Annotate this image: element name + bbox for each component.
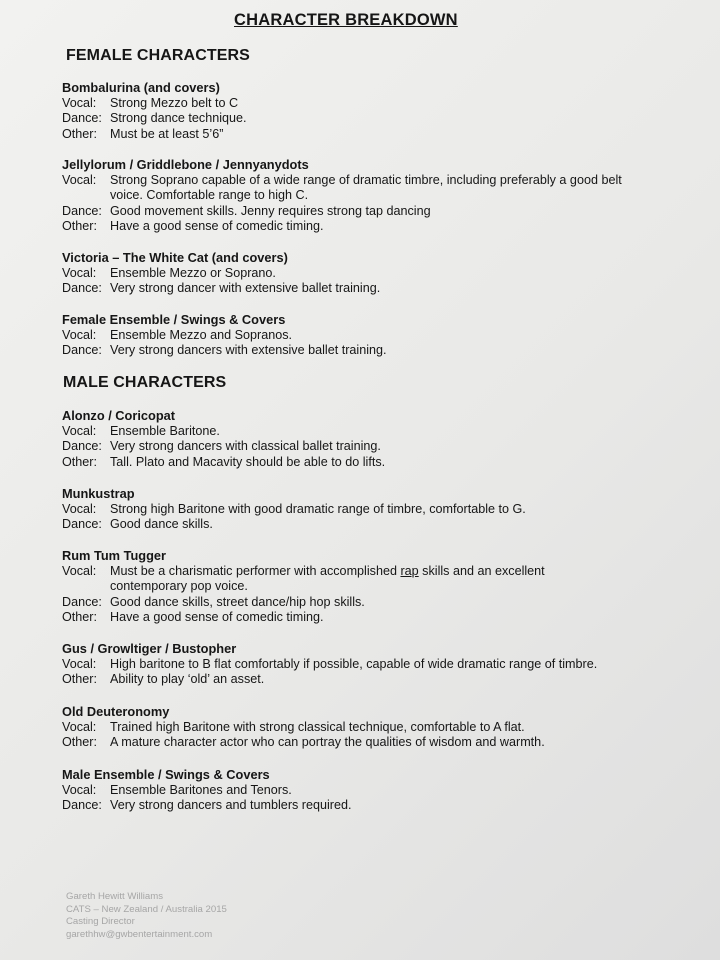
requirement-text	[110, 564, 602, 595]
requirement-label: Dance:	[62, 439, 102, 454]
requirement-label: Dance:	[62, 594, 102, 609]
requirement-label: Vocal:	[62, 782, 97, 797]
requirement-row	[62, 720, 692, 736]
character-name: Jellylorum / Griddlebone / Jennyanydots	[62, 157, 309, 172]
requirement-row	[62, 96, 662, 112]
requirement-text: Good dance skills.	[110, 517, 213, 532]
requirement-text-part: skills and an excellent contemporary pop voice.	[110, 563, 545, 594]
requirement-text: Ensemble Mezzo or Soprano.	[110, 265, 276, 280]
requirement-label: Vocal:	[62, 501, 97, 516]
requirement-label: Other:	[62, 735, 97, 750]
requirement-text: Tall. Plato and Macavity should be able to do lifts.	[110, 454, 386, 469]
document-title: CHARACTER BREAKDOWN	[234, 11, 458, 29]
requirement-row	[62, 610, 602, 626]
character-name: Male Ensemble / Swings & Covers	[62, 767, 270, 782]
requirement-row	[62, 343, 662, 359]
requirement-text: Strong high Baritone with good dramatic range of timbre, comfortable to G.	[110, 501, 526, 516]
requirement-label: Other:	[62, 454, 97, 469]
requirement-label: Dance:	[62, 111, 102, 126]
character-name: Bombalurina (and covers)	[62, 80, 220, 95]
requirement-text: Very strong dancers with extensive ballet training.	[110, 343, 387, 358]
requirement-text: Have a good sense of comedic timing.	[110, 219, 324, 234]
character-block	[62, 80, 662, 142]
requirement-row	[62, 266, 662, 282]
character-block	[62, 486, 662, 533]
requirement-text: Trained high Baritone with strong classical technique, comfortable to A flat.	[110, 719, 525, 734]
requirement-label: Dance:	[62, 343, 102, 358]
requirement-row	[62, 517, 662, 533]
signature-name: Gareth Hewitt Williams	[66, 891, 164, 902]
requirement-text: Ensemble Baritone.	[110, 423, 220, 438]
requirement-text: High baritone to B flat comfortably if possible, capable of wide dramatic range of timbre.	[110, 656, 598, 671]
requirement-row	[62, 173, 637, 204]
requirement-text-part: Must be a charismatic performer with accomplished	[110, 563, 401, 578]
character-name: Victoria – The White Cat (and covers)	[62, 250, 288, 265]
character-name: Alonzo / Coricopat	[62, 408, 176, 423]
requirement-label: Vocal:	[62, 172, 97, 187]
character-name: Munkustrap	[62, 486, 135, 501]
requirement-label: Vocal:	[62, 95, 97, 110]
character-block	[62, 157, 637, 235]
underlined-word: rap	[400, 563, 419, 578]
requirement-label: Vocal:	[62, 265, 97, 280]
requirement-text: Very strong dancer with extensive ballet training.	[110, 281, 381, 296]
requirement-label: Vocal:	[62, 656, 97, 671]
requirement-text: Strong dance technique.	[110, 111, 247, 126]
signature-role: Casting Director	[66, 916, 135, 928]
character-block	[62, 312, 662, 359]
requirement-row	[62, 798, 662, 814]
character-name: Rum Tum Tugger	[62, 548, 167, 563]
character-block	[62, 408, 662, 470]
requirement-text: Good movement skills. Jenny requires strong tap dancing	[110, 203, 431, 218]
requirement-row	[62, 455, 662, 471]
requirement-text: Ensemble Baritones and Tenors.	[110, 782, 292, 797]
signature-block	[66, 891, 227, 941]
requirement-label: Vocal:	[62, 327, 97, 342]
requirement-label: Other:	[62, 219, 97, 234]
requirement-text: Have a good sense of comedic timing.	[110, 610, 324, 625]
requirement-label: Vocal:	[62, 423, 97, 438]
requirement-row	[62, 204, 637, 220]
requirement-label: Dance:	[62, 203, 102, 218]
requirement-row	[62, 783, 662, 799]
requirement-text: Ability to play ‘old’ an asset.	[110, 672, 265, 687]
requirement-text: Must be at least 5’6”	[110, 126, 224, 141]
requirement-text: Strong Soprano capable of a wide range of dramatic timbre, including preferably a good belt voice. Comfortable range to high C.	[110, 172, 622, 203]
character-name: Old Deuteronomy	[62, 704, 170, 719]
requirement-row	[62, 595, 602, 611]
requirement-text: Good dance skills, street dance/hip hop skills.	[110, 594, 365, 609]
requirement-row	[62, 219, 637, 235]
character-block	[62, 250, 662, 297]
requirement-label: Other:	[62, 610, 97, 625]
requirement-row	[62, 735, 692, 751]
character-block	[62, 704, 692, 751]
requirement-row	[62, 328, 662, 344]
female-section-heading: FEMALE CHARACTERS	[66, 47, 250, 64]
requirement-label: Vocal:	[62, 563, 97, 578]
requirement-row	[62, 502, 662, 518]
requirement-row	[62, 127, 662, 143]
requirement-text: A mature character actor who can portray the qualities of wisdom and warmth.	[110, 735, 545, 750]
requirement-row	[62, 424, 662, 440]
character-block	[62, 548, 602, 626]
character-name: Female Ensemble / Swings & Covers	[62, 312, 286, 327]
requirement-text: Very strong dancers and tumblers required.	[110, 798, 352, 813]
signature-production: CATS – New Zealand / Australia 2015	[66, 903, 227, 915]
character-name: Gus / Growltiger / Bustopher	[62, 641, 237, 656]
requirement-label: Other:	[62, 126, 97, 141]
male-section-heading: MALE CHARACTERS	[63, 374, 227, 391]
requirement-label: Vocal:	[62, 719, 97, 734]
show-through-logo: ​	[267, 61, 273, 141]
requirement-row	[62, 281, 662, 297]
requirement-row	[62, 439, 662, 455]
signature-email: garethhw@gwbentertainment.com	[66, 928, 213, 940]
requirement-row	[62, 564, 602, 595]
requirement-label: Dance:	[62, 798, 102, 813]
requirement-label: Dance:	[62, 517, 102, 532]
requirement-text: Very strong dancers with classical ballet training.	[110, 439, 381, 454]
requirement-row	[62, 657, 692, 673]
character-block	[62, 641, 692, 688]
requirement-text: Strong Mezzo belt to C	[110, 95, 239, 110]
requirement-row	[62, 111, 662, 127]
requirement-row	[62, 672, 692, 688]
requirement-label: Dance:	[62, 281, 102, 296]
character-block	[62, 767, 662, 814]
requirement-label: Other:	[62, 672, 97, 687]
requirement-text: Ensemble Mezzo and Sopranos.	[110, 327, 293, 342]
